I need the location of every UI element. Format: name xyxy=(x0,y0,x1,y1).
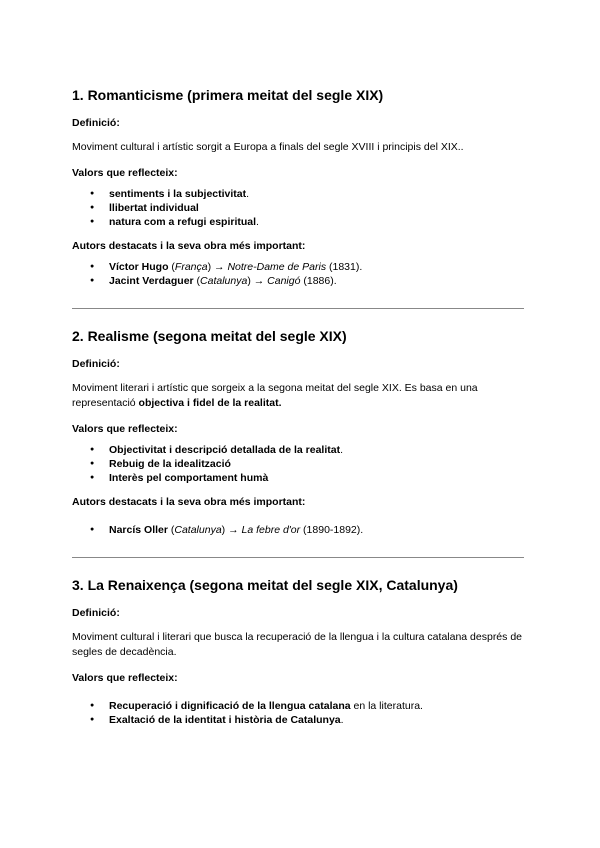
values-label: Valors que reflecteix: xyxy=(72,672,178,684)
values-list xyxy=(72,699,524,727)
values-list xyxy=(72,443,524,485)
definition-label: Definició: xyxy=(72,607,120,619)
authors-label: Autors destacats i la seva obra més important: xyxy=(72,240,306,252)
definition-text: Moviment literari i artístic que sorgeix a la segona meitat del segle XIX. Es basa en una representació objectiva i fidel de la realitat. xyxy=(72,382,478,409)
document-content xyxy=(72,86,524,727)
definition-text: Moviment cultural i artístic sorgit a Europa a finals del segle XVIII i principis del XIX.. xyxy=(72,141,464,153)
list-item: ● Narcís Oller (Catalunya) → La febre d'or (1890-1892). xyxy=(72,523,524,537)
list-item: ● sentiments i la subjectivitat. xyxy=(72,187,524,201)
list-item: ● Rebuig de la idealització xyxy=(72,457,524,471)
authors-list xyxy=(72,523,524,537)
definition-label: Definició: xyxy=(72,117,120,129)
values-label: Valors que reflecteix: xyxy=(72,167,178,179)
list-item: ● Exaltació de la identitat i història de Catalunya. xyxy=(72,713,524,727)
list-item: ● Interès pel comportament humà xyxy=(72,471,524,485)
values-label: Valors que reflecteix: xyxy=(72,423,178,435)
authors-label: Autors destacats i la seva obra més important: xyxy=(72,496,306,508)
list-item: ● Víctor Hugo (França) → Notre-Dame de Paris (1831). xyxy=(72,260,524,274)
list-item: ● Objectivitat i descripció detallada de la realitat. xyxy=(72,443,524,457)
list-item: ● llibertat individual xyxy=(72,201,524,215)
authors-list xyxy=(72,260,524,288)
definition-label: Definició: xyxy=(72,358,120,370)
definition-text: Moviment cultural i literari que busca la recuperació de la llengua i la cultura catalana després de segles de decadència. xyxy=(72,631,522,658)
section-title: 3. La Renaixença (segona meitat del segle XIX, Catalunya) xyxy=(72,577,458,593)
section-title: 1. Romanticisme (primera meitat del segle XIX) xyxy=(72,87,384,103)
list-item: ● Recuperació i dignificació de la llengua catalana en la literatura. xyxy=(72,699,524,713)
list-item: ● Jacint Verdaguer (Catalunya) → Canigó (1886). xyxy=(72,274,524,288)
values-list xyxy=(72,187,524,229)
list-item: ● natura com a refugi espiritual. xyxy=(72,215,524,229)
section-title: 2. Realisme (segona meitat del segle XIX) xyxy=(72,328,347,344)
